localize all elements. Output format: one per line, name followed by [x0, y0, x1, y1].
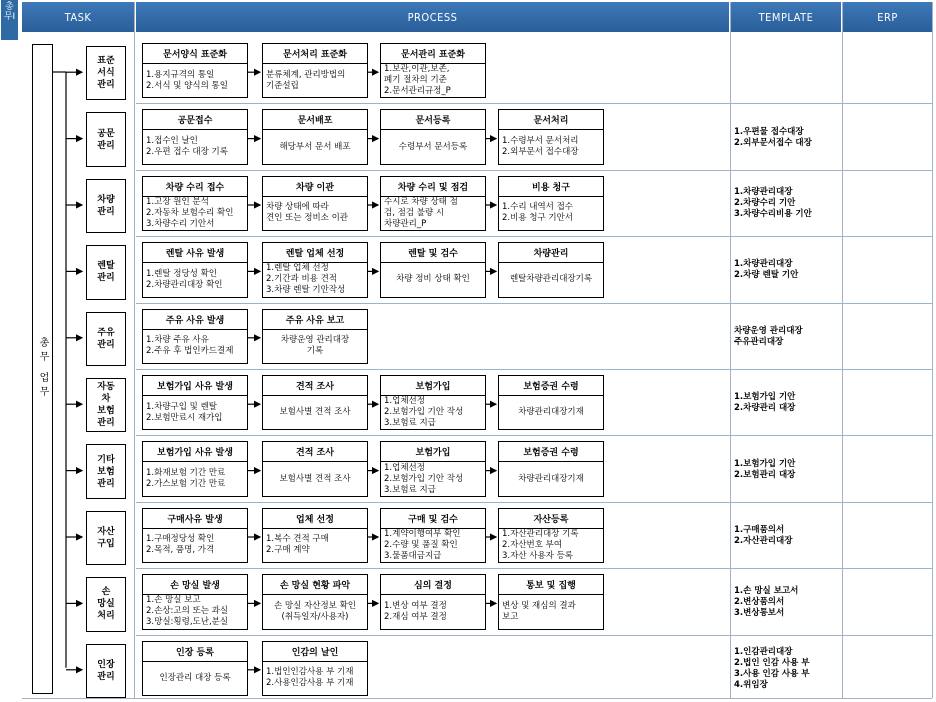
process-box[interactable] — [498, 242, 604, 297]
row-divider — [136, 635, 932, 636]
process-title: 보험가입 사유 발생 — [143, 376, 247, 396]
process-box[interactable] — [262, 109, 368, 164]
erp-col-sep — [842, 2, 843, 698]
header-task: TASK — [22, 2, 134, 32]
row-divider — [136, 568, 932, 569]
process-title: 렌탈 및 검수 — [381, 243, 485, 263]
process-title: 자산등록 — [499, 509, 603, 529]
header-process: PROCESS — [136, 2, 729, 32]
template-text: 1.차량관리대장 2.차량수리 기안 3.차량수리비용 기안 — [734, 187, 812, 220]
process-box[interactable] — [498, 375, 604, 430]
process-box[interactable] — [380, 43, 486, 98]
row-divider — [136, 170, 932, 171]
process-body: 1.구매정당성 확인 2.목적, 품명, 가격 — [146, 534, 215, 556]
process-title: 업체 선정 — [263, 509, 367, 529]
process-box[interactable] — [262, 508, 368, 563]
process-box[interactable] — [380, 508, 486, 563]
process-title: 문서관리 표준화 — [381, 44, 485, 64]
process-box[interactable] — [142, 375, 248, 430]
process-body: 1.손 망실 보고 2.손상:고의 또는 과실 3.망실:횡령,도난,분실 — [146, 595, 229, 628]
template-text: 차량운영 관리대장 주유관리대장 — [734, 325, 803, 347]
process-box[interactable] — [262, 574, 368, 629]
process-body: 수시로 차량 상태 점 검, 점검 불량 시 차량관리_P — [384, 197, 458, 229]
process-body: 1.접수인 날인 2.우편 접수 대장 기록 — [146, 136, 228, 158]
row-divider — [136, 103, 932, 104]
process-box[interactable] — [142, 441, 248, 496]
task-box[interactable]: 렌탈 관리 — [86, 245, 126, 299]
process-title: 공문접수 — [143, 110, 247, 130]
process-body: 보험사별 견적 조사 — [279, 473, 351, 484]
process-box[interactable] — [380, 109, 486, 164]
process-title: 견적 조사 — [263, 442, 367, 462]
root-task-label: 총무 업무 — [37, 337, 48, 401]
process-box[interactable] — [380, 441, 486, 496]
template-text: 1.구매품의서 2.자산관리대장 — [734, 524, 793, 546]
process-body: 1.수령부서 문서처리 2.외부문서 접수대장 — [502, 136, 579, 158]
process-box[interactable] — [262, 641, 368, 696]
template-text: 1.보험가입 기안 2.차량관리 대장 — [734, 392, 796, 414]
process-body: 렌탈차량관리대장기록 — [509, 274, 593, 285]
process-body: 1.법인인감사용 부 기재 2.사용인감사용 부 기재 — [266, 667, 354, 689]
process-title: 보험증권 수령 — [499, 376, 603, 396]
process-body: 차량 정비 상태 확인 — [396, 274, 470, 285]
process-body: 1.변상 여부 결정 2.재심 여부 결정 — [384, 600, 447, 622]
task-box[interactable]: 자동 차 보험 관리 — [86, 378, 126, 432]
process-box[interactable] — [142, 43, 248, 98]
header-template: TEMPLATE — [731, 2, 841, 32]
process-body: 차량 상태에 따라 견인 또는 정비소 이관 — [266, 202, 349, 224]
process-box[interactable] — [262, 441, 368, 496]
row-divider — [136, 502, 932, 503]
process-box[interactable] — [142, 242, 248, 297]
template-col-sep — [730, 2, 731, 698]
task-box[interactable]: 공문 관리 — [86, 112, 126, 166]
template-text: 1.인감관리대장 2.법인 인감 사용 부 3.사용 인감 사용 부 4.위임장 — [734, 646, 810, 690]
process-box[interactable] — [498, 574, 604, 629]
process-body: 1.차량구입 및 렌탈 2.보험만료시 재가입 — [146, 401, 223, 423]
task-box[interactable]: 주유 관리 — [86, 312, 126, 366]
process-body: 1.렌탈 업체 선정 2.기간과 비용 견적 3.차량 렌탈 기안작성 — [266, 263, 346, 296]
task-box[interactable]: 자산 구입 — [86, 511, 126, 565]
template-text: 1.보험가입 기안 2.보험관리 대장 — [734, 458, 796, 480]
process-body: 1.수리 내역서 접수 2.비용 청구 기안서 — [502, 202, 573, 224]
process-box[interactable] — [262, 309, 368, 364]
process-title: 보험가입 사유 발생 — [143, 442, 247, 462]
process-title: 인감의 날인 — [263, 642, 367, 662]
process-box[interactable] — [498, 508, 604, 563]
task-box[interactable]: 차량 관리 — [86, 179, 126, 233]
process-box[interactable] — [498, 176, 604, 231]
process-body: 보험사별 견적 조사 — [279, 407, 351, 418]
process-box[interactable] — [142, 309, 248, 364]
process-title: 구매 및 검수 — [381, 509, 485, 529]
process-title: 차량관리 — [499, 243, 603, 263]
process-box[interactable] — [380, 574, 486, 629]
process-title: 차량 이관 — [263, 177, 367, 197]
task-box[interactable]: 손 망실 처리 — [86, 577, 126, 631]
process-title: 비용 청구 — [499, 177, 603, 197]
process-body: 1.렌탈 정당성 확인 2.차량관리대장 확인 — [146, 268, 223, 290]
process-title: 주유 사유 보고 — [263, 310, 367, 330]
process-title: 손 망실 발생 — [143, 575, 247, 595]
template-text: 1.손 망실 보고서 2.변상품의서 3.변상통보서 — [734, 585, 799, 618]
process-box[interactable] — [380, 176, 486, 231]
process-body: 1.보관,이관,보존, 폐기 절차의 기준 2.문서관리규정_P — [384, 64, 451, 97]
process-title: 통보 및 집행 — [499, 575, 603, 595]
process-body: 인장관리 대장 등록 — [159, 672, 231, 683]
template-text: 1.우편물 접수대장 2.외부문서접수 대장 — [734, 126, 812, 148]
process-box[interactable] — [142, 641, 248, 696]
process-title: 심의 결정 — [381, 575, 485, 595]
process-body: 1.업체선정 2.보험가입 기안 작성 3.보험료 지급 — [384, 462, 464, 495]
process-box[interactable] — [142, 574, 248, 629]
process-title: 주유 사유 발생 — [143, 310, 247, 330]
process-title: 문서처리 — [499, 110, 603, 130]
process-title: 문서등록 — [381, 110, 485, 130]
process-box[interactable] — [262, 242, 368, 297]
process-box[interactable] — [142, 508, 248, 563]
process-body: 해당부서 문서 배포 — [279, 141, 351, 152]
process-body: 차량관리대장기재 — [518, 473, 584, 484]
process-body: 손 망실 자산정보 확인 (취득일자/사용자) — [273, 600, 356, 622]
process-title: 차량 수리 접수 — [143, 177, 247, 197]
process-title: 렌탈 사유 발생 — [143, 243, 247, 263]
process-body: 1.계약이행여부 확인 2.수량 및 품질 확인 3.물품대금지급 — [384, 529, 461, 561]
process-box[interactable] — [262, 375, 368, 430]
process-body: 1.고장 원인 분석 2.자동차 보험수리 확인 3.차량수리 기안서 — [146, 197, 234, 229]
process-title: 렌탈 업체 선정 — [263, 243, 367, 263]
process-box[interactable] — [498, 109, 604, 164]
row-divider — [136, 435, 932, 436]
row-divider — [136, 236, 932, 237]
process-body: 차량운영 관리대장 기록 — [280, 335, 350, 357]
process-title: 보험증권 수령 — [499, 442, 603, 462]
process-box[interactable] — [262, 176, 368, 231]
process-body: 차량관리대장기재 — [518, 407, 584, 418]
process-body: 변상 및 재심의 결과 보고 — [502, 600, 576, 622]
side-tab[interactable]: 총무I — [1, 0, 18, 40]
row-divider — [136, 369, 932, 370]
bottom-border — [22, 698, 932, 699]
process-box[interactable] — [380, 375, 486, 430]
process-title: 문서처리 표준화 — [263, 44, 367, 64]
row-divider — [136, 303, 932, 304]
process-body: 수령부서 문서등록 — [398, 141, 468, 152]
process-body: 1.차량 주유 사유 2.주유 후 법인카드결제 — [146, 335, 234, 357]
task-box[interactable]: 인장 관리 — [86, 644, 126, 698]
process-box[interactable] — [498, 441, 604, 496]
process-body: 1.자산관리대장 기록 2.자산번호 부여 3.자산 사용자 등록 — [502, 529, 579, 561]
process-body: 1.화재보험 기간 만료 2.가스보험 기간 만료 — [146, 468, 226, 490]
header-erp: ERP — [843, 2, 932, 32]
process-box[interactable] — [262, 43, 368, 98]
process-body: 1.용지규격의 통일 2.서식 및 양식의 통일 — [146, 69, 228, 91]
process-title: 견적 조사 — [263, 376, 367, 396]
task-col-sep — [134, 2, 135, 698]
process-box[interactable] — [142, 109, 248, 164]
process-body: 1.업체선정 2.보험가입 기안 작성 3.보험료 지급 — [384, 396, 464, 429]
process-title: 문서배포 — [263, 110, 367, 130]
task-box[interactable]: 표준 서식 관리 — [86, 46, 126, 100]
process-title: 구매사유 발생 — [143, 509, 247, 529]
right-border — [932, 2, 933, 698]
template-text: 1.차량관리대장 2.차량 렌탈 기안 — [734, 259, 799, 281]
process-title: 보험가입 — [381, 442, 485, 462]
process-title: 손 망실 현황 파악 — [263, 575, 367, 595]
process-title: 차량 수리 및 점검 — [381, 177, 485, 197]
process-title: 보험가입 — [381, 376, 485, 396]
process-title: 문서양식 표준화 — [143, 44, 247, 64]
process-title: 인장 등록 — [143, 642, 247, 662]
process-body: 1.복수 견적 구매 2.구매 계약 — [266, 534, 329, 556]
process-body: 분류체계, 관리방법의 기준설립 — [266, 69, 346, 91]
process-box[interactable] — [142, 176, 248, 231]
task-box[interactable]: 기타 보험 관리 — [86, 444, 126, 498]
process-box[interactable] — [380, 242, 486, 297]
